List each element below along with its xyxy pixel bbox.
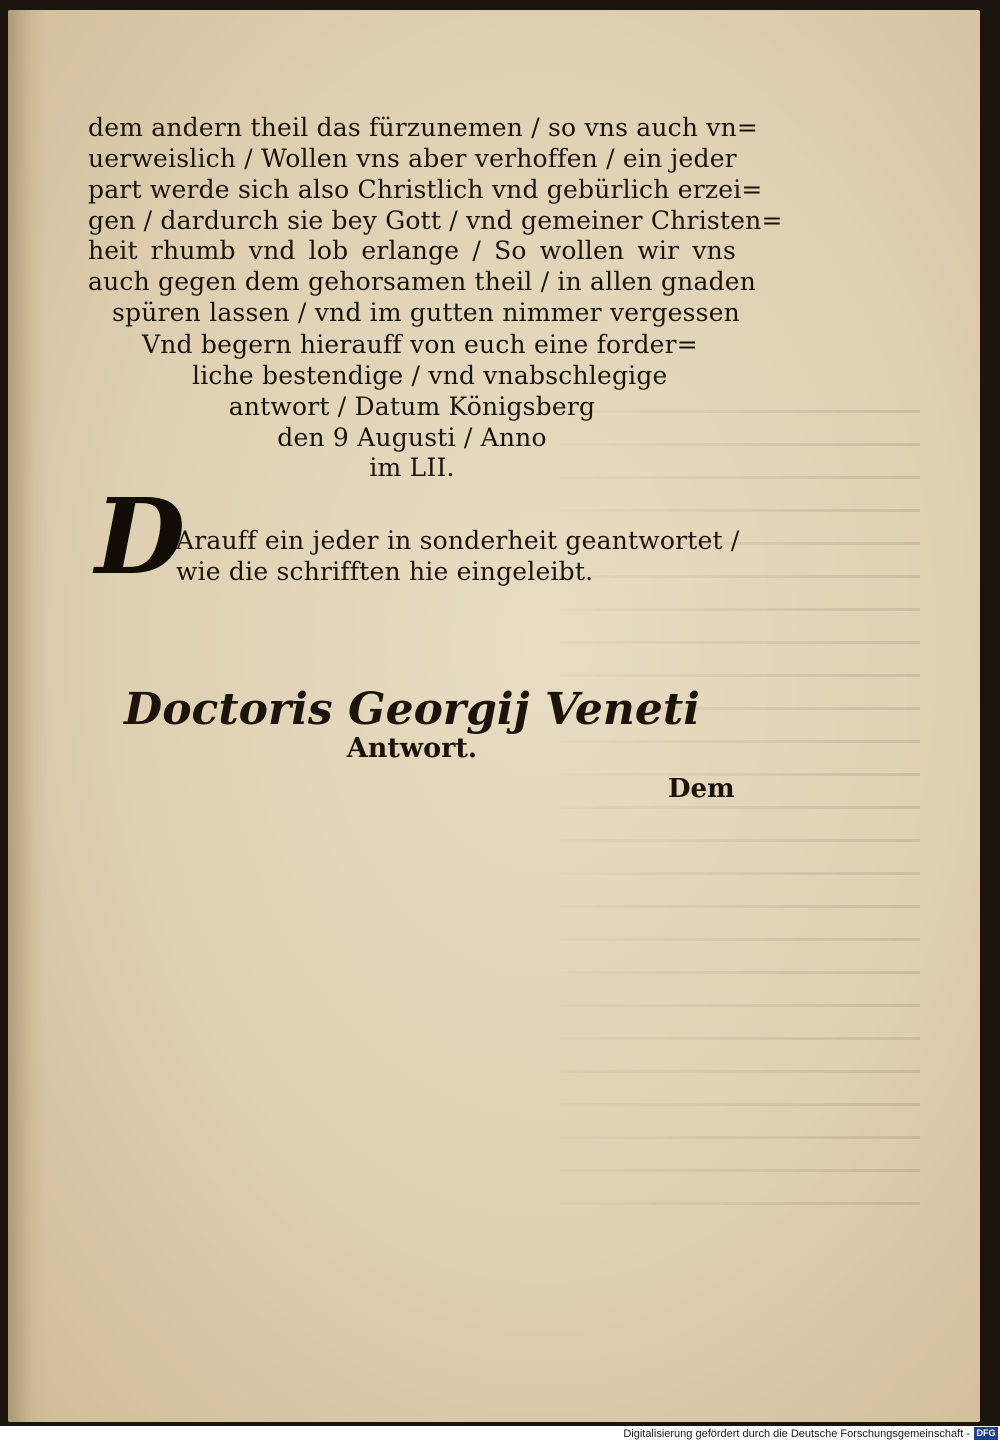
- body-line-4: gen / dardurch sie bey Gott / vnd gemeiner Christen=: [88, 206, 783, 235]
- body-line-7: spüren lassen / vnd im gutten nimmer vergessen: [112, 298, 740, 327]
- decorative-initial: D: [95, 475, 186, 598]
- dfg-logo: DFG: [974, 1427, 998, 1440]
- body-line-9: liche bestendige / vnd vnabschlegige: [192, 361, 668, 390]
- paragraph2-line-1: Arauff ein jeder in sonderheit geantwortet /: [176, 526, 740, 555]
- body-line-5: heit rhumb vnd lob erlange / So wollen wir vns: [88, 236, 736, 265]
- paragraph2-line-2: wie die schrifften hie eingeleibt.: [176, 557, 594, 586]
- body-line-1: dem andern theil das fürzunemen / so vns auch vn=: [88, 113, 759, 142]
- body-line-3: part werde sich also Christlich vnd gebürlich erzei=: [88, 175, 763, 204]
- digitization-credit: Digitalisierung gefördert durch die Deutsche Forschungsgemeinschaft -: [623, 1428, 970, 1440]
- body-line-8: Vnd begern hierauff von euch eine forder=: [142, 330, 698, 359]
- body-line-6: auch gegen dem gehorsamen theil / in allen gnaden: [88, 267, 757, 296]
- catchword: Dem: [668, 774, 735, 804]
- body-line-11: den 9 Augusti / Anno: [277, 423, 547, 452]
- body-line-2: uerweislich / Wollen vns aber verhoffen / ein jeder: [88, 144, 737, 173]
- body-line-10: antwort / Datum Königsberg: [228, 392, 596, 421]
- section-subheading: Antwort.: [346, 733, 478, 764]
- page-gutter-shadow: [8, 10, 48, 1422]
- body-line-12: im LII.: [369, 453, 455, 482]
- section-heading: Doctoris Georgij Veneti: [124, 684, 700, 735]
